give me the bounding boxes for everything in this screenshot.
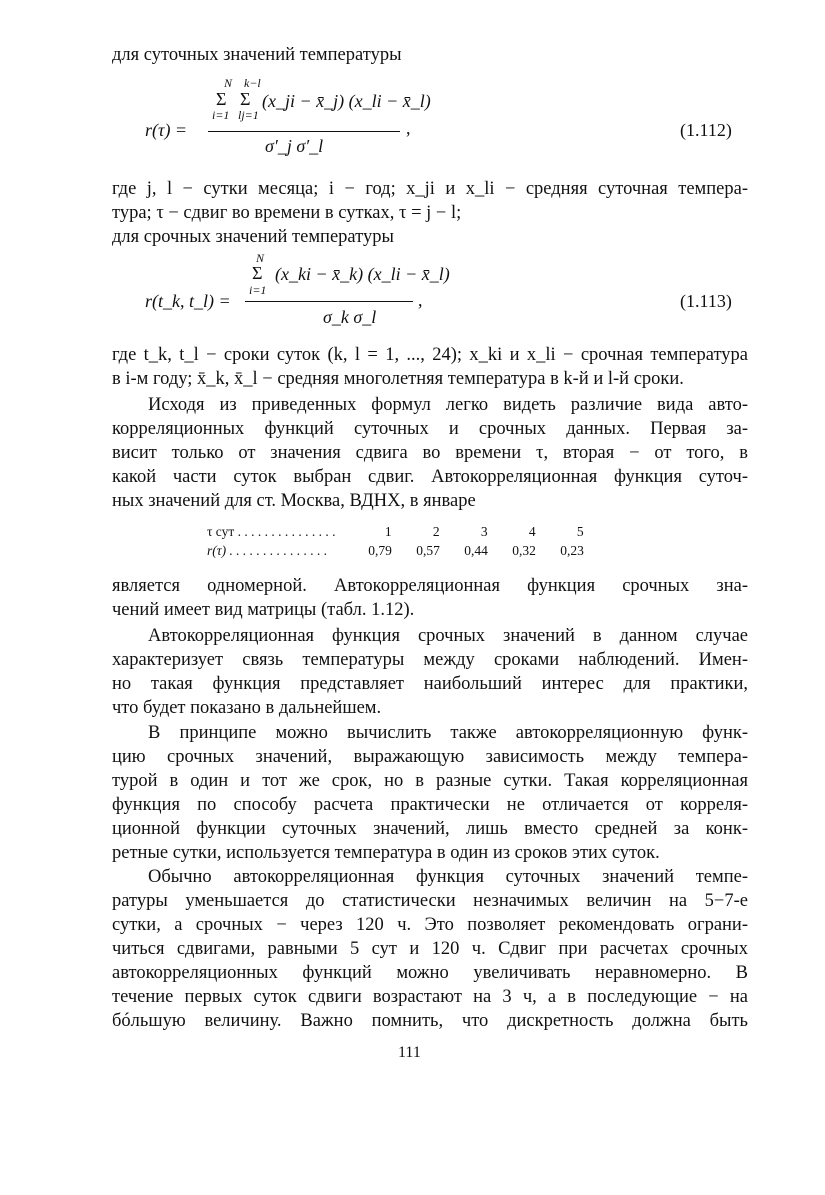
where-line-2: тура; τ − сдвиг во времени в сутках, τ = j − l;: [112, 203, 462, 223]
numerator-1112: (x_ji − x̄_j) (x_li − x̄_l): [262, 91, 431, 111]
where-line-1: где j, l − сутки месяца; i − год; x_ji и x_li − средняя суточная темпера-: [112, 179, 748, 199]
para5-line-3: сутки, а срочных − через 120 ч. Это позволяет рекомендовать ограни-: [112, 915, 748, 935]
para3-line-2: характеризует связь температуры между сроками наблюдений. Имен-: [112, 650, 748, 670]
para4-line-6: ретные сутки, используется температура в один из сроков этих суток.: [112, 843, 660, 863]
sum-outer-top: N: [224, 76, 233, 90]
lhs-1112: r(τ) =: [145, 120, 188, 140]
para4-line-1: В принципе можно вычислить также автокорреляционную функ-: [148, 723, 748, 743]
r-value: 0,23: [560, 543, 584, 558]
para3-line-3: но такая функция представляет наибольший интерес для практики,: [112, 674, 748, 694]
para3-line-1: Автокорреляционная функция срочных значений в данном случае: [148, 626, 748, 646]
equation-number-1112: (1.112): [680, 120, 732, 140]
sum-inner-bottom: lj=1: [238, 108, 259, 122]
denominator-1112: σ′_j σ′_l: [265, 136, 324, 156]
where-line-3: где t_k, t_l − сроки суток (k, l = 1, ..., 24); x_ki и x_li − срочная температура: [112, 345, 748, 365]
sum-sign: Σ: [252, 263, 263, 283]
comma-1112: ,: [406, 118, 411, 138]
para2-line-2: чений имеет вид матрицы (табл. 1.12).: [112, 600, 415, 620]
numerator-1113: (x_ki − x̄_k) (x_li − x̄_l): [275, 264, 450, 284]
para3-line-4: что будет показано в дальнейшем.: [112, 698, 382, 718]
para1-line-3: висит только от значения сдвига во времени τ, вторая − от того, в: [112, 443, 748, 463]
tau-value: 5: [576, 524, 584, 539]
para4-line-2: цию срочных значений, выражающую зависимость между темпера-: [112, 747, 748, 767]
heading-daily: для суточных значений температуры: [112, 45, 402, 65]
tau-value: 4: [528, 524, 536, 539]
heading-term: для срочных значений температуры: [112, 227, 394, 247]
para5-line-2: ратуры уменьшается до статистически незначимых величин на 5−7-е: [112, 891, 748, 911]
where-line-4: в i-м году; x̄_k, x̄_l − средняя многолетняя температура в k-й и l-й сроки.: [112, 369, 684, 389]
page-number: 111: [398, 1044, 421, 1061]
para2-line-1: является одномерной. Автокорреляционная функция срочных зна-: [112, 576, 748, 596]
para1-line-1: Исходя из приведенных формул легко видеть различие вида авто-: [148, 395, 748, 415]
r-value: 0,32: [512, 543, 536, 558]
para4-line-4: функция по способу расчета практически не отличается от корреля-: [112, 795, 748, 815]
tau-value: 3: [480, 524, 488, 539]
sum-outer-sign: Σ: [216, 89, 227, 109]
fraction-bar-1112: [208, 131, 400, 132]
equation-number-1113: (1.113): [680, 291, 732, 311]
table-label-tau: τ сут . . . . . . . . . . . . . . .: [207, 524, 336, 539]
table-label-r: r(τ) . . . . . . . . . . . . . . .: [207, 543, 328, 558]
tau-value: 2: [432, 524, 440, 539]
para5-line-7: бóльшую величину. Важно помнить, что дискретность должна быть: [112, 1011, 748, 1031]
para5-line-4: читься сдвигами, равными 5 сут и 120 ч. Сдвиг при расчетах срочных: [112, 939, 748, 959]
fraction-bar-1113: [245, 301, 413, 302]
table-row-tau: [207, 524, 604, 540]
sum-outer-bottom: i=1: [212, 108, 230, 122]
comma-1113: ,: [418, 290, 423, 310]
para1-line-5: ных значений для ст. Москва, ВДНХ, в январе: [112, 491, 476, 511]
para5-line-1: Обычно автокорреляционная функция суточных значений темпе-: [148, 867, 748, 887]
r-value: 0,44: [464, 543, 488, 558]
para1-line-4: какой части суток выбран сдвиг. Автокорреляционная функция суточ-: [112, 467, 748, 487]
para5-line-6: течение первых суток сдвиги возрастают на 3 ч, а в последующие − на: [112, 987, 748, 1007]
para5-line-5: автокорреляционных функций можно увеличивать неравномерно. В: [112, 963, 748, 983]
r-value: 0,57: [416, 543, 440, 558]
para4-line-3: турой в один и тот же срок, но в разные сутки. Такая корреляционная: [112, 771, 748, 791]
para4-line-5: ционной функции суточных значений, лишь вместо средней за конк-: [112, 819, 748, 839]
lhs-1113: r(t_k, t_l) =: [145, 291, 231, 311]
tau-value: 1: [384, 524, 392, 539]
sum-bottom: i=1: [249, 283, 267, 297]
denominator-1113: σ_k σ_l: [323, 307, 377, 327]
sum-top: N: [256, 251, 265, 265]
sum-inner-top: k−l: [244, 76, 261, 90]
r-value: 0,79: [368, 543, 392, 558]
table-row-r: [207, 543, 596, 559]
sum-inner-sign: Σ: [240, 89, 251, 109]
para1-line-2: корреляционных функций суточных и срочных данных. Первая за-: [112, 419, 748, 439]
